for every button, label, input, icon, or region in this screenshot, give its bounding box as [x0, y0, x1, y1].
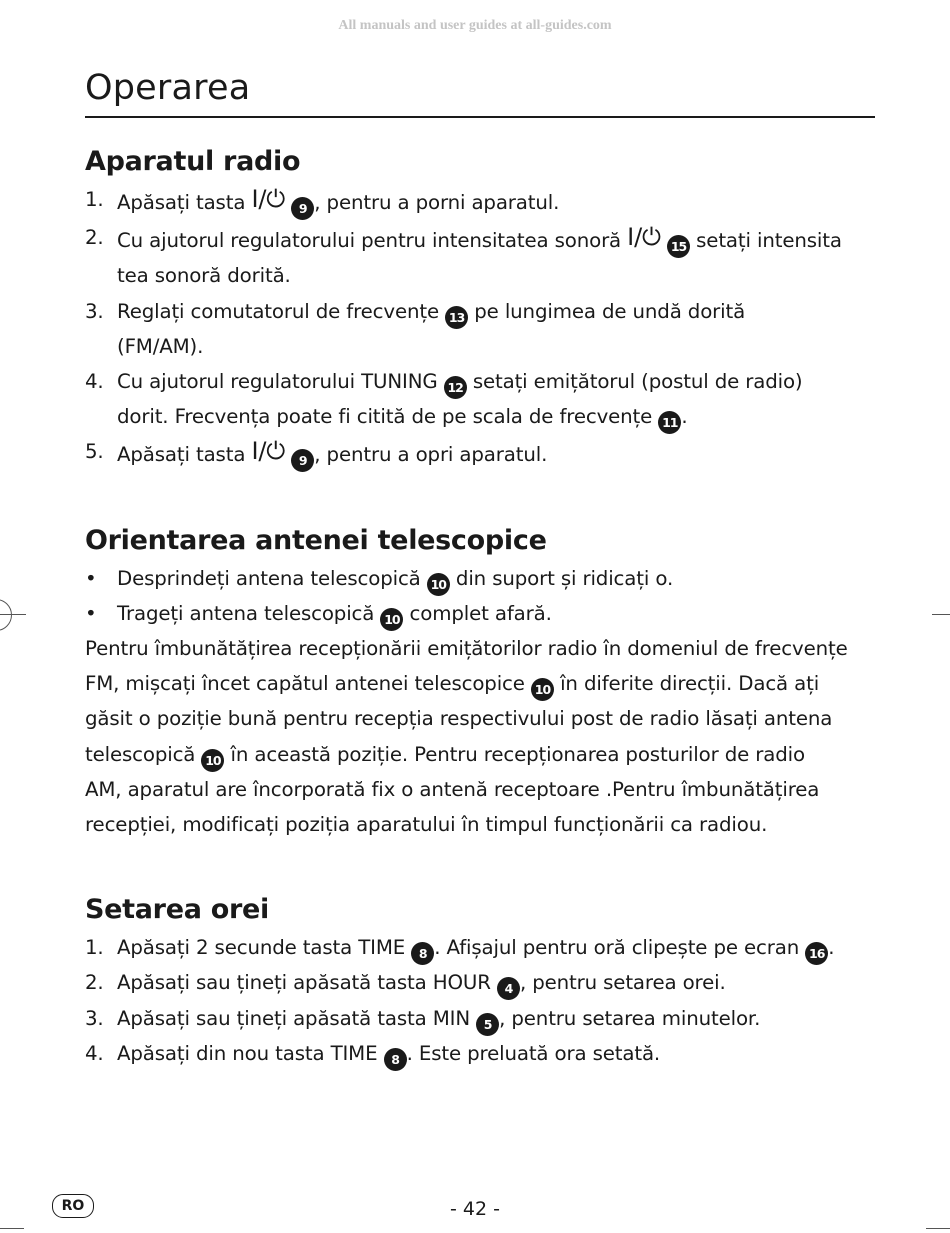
- section-heading-radio: Aparatul radio: [85, 146, 301, 177]
- paragraph-line: telescopică 10 în această poziție. Pentru recepționarea posturilor de radio: [85, 737, 885, 772]
- callout-number-10: 10: [201, 749, 224, 772]
- title-divider: [85, 116, 875, 118]
- manual-content: [85, 138, 885, 1071]
- callout-number-10: 10: [380, 608, 403, 631]
- list-marker: 5.: [85, 440, 104, 464]
- paragraph-line: AM, aparatul are încorporată fix o antenă receptoare .Pentru îmbunătățirea: [85, 777, 820, 801]
- page-title: Operarea: [85, 68, 251, 108]
- callout-number-10: 10: [531, 678, 554, 701]
- list-marker: 4.: [85, 370, 104, 394]
- callout-number-4: 4: [497, 977, 520, 1000]
- list-marker: 2.: [85, 971, 104, 995]
- antenna-bullet-list: [85, 561, 885, 631]
- list-item: dorit. Frecvența poate fi citită de pe scala de frecvențe 11 .: [85, 399, 885, 434]
- list-item: 3. Reglați comutatorul de frecvențe 13 pe lungimea de undă dorită: [85, 294, 885, 329]
- paragraph-line: găsit o poziție bună pentru recepția respectivului post de radio lăsați antena: [85, 707, 833, 731]
- list-item: 3. Apăsați sau țineți apăsată tasta MIN 5 , pentru setarea minutelor.: [85, 1001, 885, 1036]
- list-item: 1. Apăsați tasta I/⏻ 9 , pentru a porni aparatul.: [85, 182, 885, 220]
- list-marker: 1.: [85, 936, 104, 960]
- registration-mark-circle: [0, 599, 12, 631]
- list-marker: •: [85, 601, 97, 625]
- callout-number-9: 9: [291, 449, 314, 472]
- list-item: 1. Apăsați 2 secunde tasta TIME 8 . Afișajul pentru oră clipește pe ecran 16 .: [85, 930, 885, 965]
- crop-mark: [926, 1228, 950, 1229]
- list-marker: 2.: [85, 226, 104, 250]
- list-marker: 1.: [85, 188, 104, 211]
- callout-number-13: 13: [445, 306, 468, 329]
- power-symbol-icon: I/⏻: [627, 223, 661, 252]
- list-item: • Trageți antena telescopică 10 complet afară.: [85, 596, 885, 631]
- paragraph-line: Pentru îmbunătățirea recepționării emițătorilor radio în domeniul de frecvențe: [85, 637, 848, 661]
- time-steps-list: [85, 930, 885, 1071]
- list-marker: 3.: [85, 299, 104, 323]
- callout-number-12: 12: [444, 376, 467, 399]
- list-marker: 3.: [85, 1006, 104, 1030]
- list-item: 5. Apăsați tasta I/⏻ 9 , pentru a opri aparatul.: [85, 434, 885, 472]
- callout-number-8: 8: [411, 942, 434, 965]
- callout-number-16: 16: [805, 942, 828, 965]
- list-item: 2. Cu ajutorul regulatorului pentru intensitatea sonoră I/⏻ 15 setați intensita: [85, 220, 885, 258]
- callout-number-9: 9: [291, 197, 314, 220]
- list-item: • Desprindeți antena telescopică 10 din suport și ridicați o.: [85, 561, 885, 596]
- list-item: tea sonoră dorită.: [117, 264, 291, 288]
- list-item: 2. Apăsați sau țineți apăsată tasta HOUR 4 , pentru setarea orei.: [85, 965, 885, 1000]
- list-item: 4. Apăsați din nou tasta TIME 8 . Este preluată ora setată.: [85, 1036, 885, 1071]
- list-item: 4. Cu ajutorul regulatorului TUNING 12 setați emițătorul (postul de radio): [85, 364, 885, 399]
- page-number: - 42 -: [450, 1198, 500, 1220]
- callout-number-10: 10: [427, 573, 450, 596]
- watermark: All manuals and user guides at all-guides.com: [338, 18, 612, 33]
- paragraph-line: FM, mișcați încet capătul antenei telescopice 10 în diferite direcții. Dacă ați: [85, 666, 885, 701]
- paragraph-line: recepției, modificați poziția aparatului în timpul funcționării ca radiou.: [85, 813, 768, 837]
- list-marker: •: [85, 566, 97, 590]
- crop-mark: [0, 1228, 24, 1229]
- antenna-paragraph: [85, 631, 885, 842]
- list-marker: 4.: [85, 1041, 104, 1065]
- power-symbol-icon: I/⏻: [251, 437, 286, 466]
- callout-number-15: 15: [667, 235, 690, 258]
- list-item: (FM/AM).: [117, 334, 204, 358]
- power-symbol-icon: I/⏻: [251, 185, 286, 213]
- callout-number-8: 8: [384, 1048, 407, 1071]
- radio-steps-list: [85, 182, 885, 473]
- crop-mark: [932, 614, 950, 615]
- section-heading-time: Setarea orei: [85, 894, 269, 926]
- callout-number-11: 11: [658, 411, 681, 434]
- section-heading-antenna: Orientarea antenei telescopice: [85, 524, 547, 556]
- language-badge: RO: [52, 1194, 94, 1218]
- callout-number-5: 5: [476, 1013, 499, 1036]
